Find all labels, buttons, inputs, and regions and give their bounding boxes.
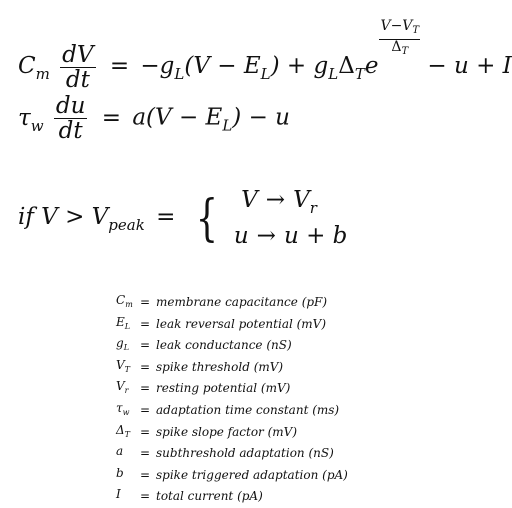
reset-case-voltage: $V \to V_r$ [241,187,317,217]
definition-text: spike slope factor (mV) [156,424,298,439]
definition-row [116,486,348,508]
definition-symbol: I [116,487,121,502]
definition-symbol: $\Delta_T$ [116,422,131,439]
reset-condition: if $V > V_{peak}$ = { $V \to V_r$ u → u + b [18,187,348,249]
symbol-definitions [116,292,348,508]
cases-brace: { [195,189,218,247]
definition-text: subthreshold adaptation (nS) [156,446,334,461]
definition-equals: = [140,359,151,374]
definition-text: resting potential (mV) [156,381,291,396]
du-dt-fraction: $\frac{du}{dt}$ [55,93,86,144]
definition-row [116,443,348,465]
definition-equals: = [140,316,151,331]
definition-symbol: a [116,444,124,459]
definition-equals: = [140,424,151,439]
definition-text: leak reversal potential (mV) [156,316,327,331]
definition-equals: = [140,381,151,396]
definition-row [116,292,348,314]
exponent-fraction: $\frac{V-V_T}{\Delta_T}$ [380,18,420,57]
definition-row [116,314,348,336]
tau-symbol: $\tau_w$ [18,104,44,135]
definition-row [116,422,348,444]
definition-text: leak conductance (nS) [156,338,292,353]
definition-symbol: $E_L$ [116,314,131,331]
definition-row [116,357,348,379]
definition-symbol: b [116,465,124,480]
reset-case-adaptation: u → u + b [233,223,348,249]
definition-text: spike threshold (mV) [156,359,284,374]
dv-dt-fraction: $\frac{dV}{dt}$ [62,41,94,93]
definition-equals: = [140,338,151,353]
definition-row [116,335,348,357]
definition-row [116,400,348,422]
definition-text: spike triggered adaptation (pA) [156,467,348,482]
definition-text: membrane capacitance (pF) [156,295,328,309]
definition-symbol: $V_r$ [116,379,129,396]
definition-symbol: $\tau_w$ [116,400,130,417]
definition-equals: = [140,467,151,482]
capacitance-symbol: $C_m$ [18,53,50,83]
definition-equals: = [140,489,151,504]
definition-symbol: $g_L$ [116,336,129,353]
definition-text: adaptation time constant (ms) [156,402,340,417]
definition-row [116,378,348,400]
reset-cases [234,186,348,250]
definition-symbol: $V_T$ [116,357,131,374]
definition-row [116,465,348,487]
definition-text: total current (pA) [156,489,263,504]
definition-symbol: $C_m$ [116,293,133,309]
definition-equals: = [140,446,151,461]
adaptation-equation: $\tau_w$ $\frac{du}{dt}$ = $a(V - E_L) - u$ [18,93,290,144]
definition-equals: = [140,295,151,309]
definition-equals: = [140,402,151,417]
membrane-equation: $C_m$ $\frac{dV}{dt}$ = $-g_L(V - E_L) + g_L\Delta_Te$ $\frac{V-V_T}{\Delta_T}$ − u + I [18,18,512,93]
